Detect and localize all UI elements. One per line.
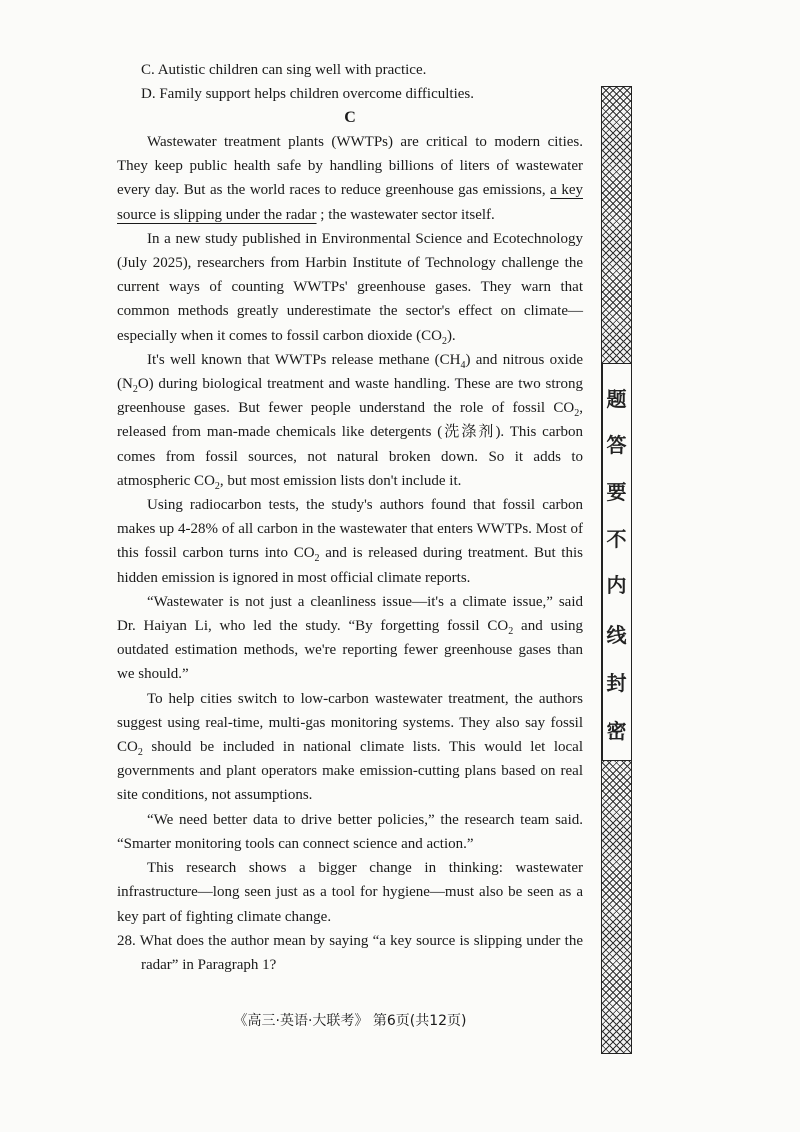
answer-option-d: D. Family support helps children overcome difficulties. — [141, 86, 474, 102]
question-28: 28. What does the author mean by saying “a key source is slipping under the radar” in Paragraph 1? — [117, 932, 583, 973]
underlined-phrase: a key source is slipping under the radar — [117, 182, 583, 223]
passage-column — [117, 58, 583, 977]
seal-char: 题 — [606, 387, 627, 411]
seal-char: 内 — [606, 573, 627, 597]
paragraph-2: In a new study published in Environmental Science and Ecotechnology (July 2025), researchers from Harbin Institute of Technology challenge the current ways of counting WWTPs' greenhouse gases. They warn that common methods greatly underestimate the sector's effect on climate—especially when it comes to fossil carbon dioxide $(CO_2)$. — [117, 230, 583, 347]
paragraph-1: Wastewater treatment plants (WWTPs) are critical to modern cities. They keep public health safe by handling billions of liters of wastewater every day. But as the world races to reduce greenhouse gas emissions, a key source is slipping under the radar ; the wastewater sector itself. — [117, 134, 583, 223]
seal-char: 封 — [606, 671, 627, 695]
seal-char: 要 — [606, 480, 627, 504]
seal-char: 线 — [606, 623, 627, 647]
seal-warning — [601, 364, 632, 760]
page-footer: 《高三·英语·大联考》 第6页(共12页) — [233, 1013, 467, 1029]
seal-border-left — [601, 364, 603, 760]
answer-option-c: C. Autistic children can sing well with practice. — [141, 62, 427, 78]
seal-char: 答 — [606, 433, 627, 457]
paragraph-8: This research shows a bigger change in thinking: wastewater infrastructure—long seen just as a tool for hygiene—must also be seen as a key part of fighting climate change. — [117, 860, 583, 925]
paragraph-6: To help cities switch to low-carbon wastewater treatment, the authors suggest using real-time, multi-gas monitoring systems. They also say fossil $CO_2$ should be included in national climate lists. This would let local governments and plant operators make emission-cutting plans based on real site conditions, not assumptions. — [117, 690, 583, 804]
paragraph-5: “Wastewater is not just a cleanliness issue—it's a climate issue,” said Dr. Haiyan Li, who led the study. “By forgetting fossil $CO_2$ and using outdated estimation methods, we're reporting fewer greenhouse gases than we should.” — [117, 593, 584, 683]
seal-border-right — [631, 364, 633, 760]
hatched-band-top — [601, 86, 632, 364]
paragraph-4: Using radiocarbon tests, the study's authors found that fossil carbon makes up 4-28% of all carbon in the wastewater that enters WWTPs. Most of this fossil carbon turns into $CO_2$ and is released during treatment. But this hidden emission is ignored in most official climate reports. — [117, 497, 583, 586]
seal-sidebar — [601, 86, 632, 1054]
seal-char: 密 — [606, 719, 627, 743]
hatched-band-bottom — [601, 760, 632, 1054]
seal-char: 不 — [606, 527, 627, 551]
section-label: C — [344, 109, 356, 126]
paragraph-7: “We need better data to drive better policies,” the research team said. “Smarter monitoring tools can connect science and action.” — [117, 811, 583, 852]
paragraph-3: It's well known that WWTPs release methane $(CH_4)$ and nitrous oxide $(N_2O)$ during biological treatment and waste handling. These are two strong greenhouse gases. But fewer people understand the role of fossil $CO_2$, released from man-made chemicals like detergents (洗涤剂). This carbon comes from fossil sources, not natural broken down. So it adds to atmospheric $CO_2$, but most emission lists don't include it. — [117, 351, 583, 492]
